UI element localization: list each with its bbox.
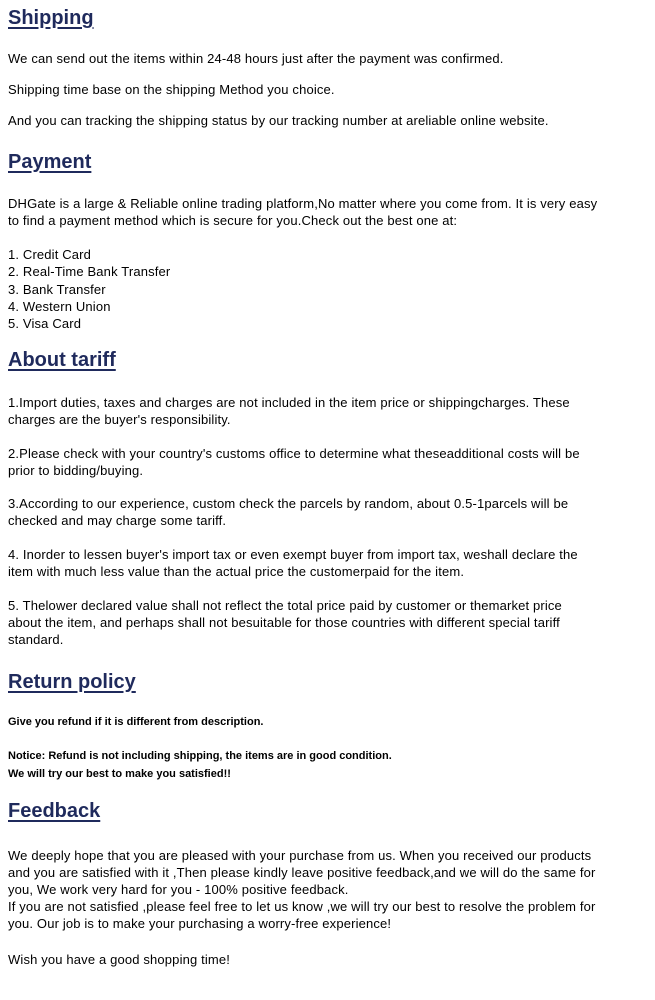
- tariff-item-1-line-1: 1.Import duties, taxes and charges are not included in the item price or shippingcharges. These: [8, 395, 570, 410]
- feedback-line-1: We deeply hope that you are pleased with your purchase from us. When you received our products: [8, 848, 592, 863]
- tariff-item-3-line-2: checked and may charge some tariff.: [8, 513, 227, 528]
- payment-method-1: 1. Credit Card: [8, 247, 92, 262]
- feedback-line-5: you. Our job is to make your purchasing a worry-free experience!: [8, 916, 392, 931]
- tariff-item-4-line-1: 4. Inorder to lessen buyer's import tax or even exempt buyer from import tax, weshall declare the: [8, 547, 578, 562]
- tariff-item-5-line-3: standard.: [8, 632, 64, 647]
- payment-heading: Payment: [8, 151, 92, 173]
- payment-intro-line-1: DHGate is a large & Reliable online trading platform,No matter where you come from. It is very easy: [8, 196, 598, 211]
- payment-intro-line-2: to find a payment method which is secure for you.Check out the best one at:: [8, 213, 458, 228]
- shipping-paragraph-3: And you can tracking the shipping status by our tracking number at areliable online website.: [8, 113, 549, 128]
- feedback-line-2: and you are satisfied with it ,Then please kindly leave positive feedback,and we will do the same for: [8, 865, 596, 880]
- return-policy-line-3: We will try our best to make you satisfied!!: [8, 768, 231, 780]
- shipping-paragraph-2: Shipping time base on the shipping Method you choice.: [8, 82, 335, 97]
- feedback-heading: Feedback: [8, 800, 101, 822]
- feedback-line-4: If you are not satisfied ,please feel free to let us know ,we will try our best to resolve the problem for: [8, 899, 596, 914]
- feedback-line-3: you, We work very hard for you - 100% positive feedback.: [8, 882, 349, 897]
- payment-method-2: 2. Real-Time Bank Transfer: [8, 264, 171, 279]
- return-policy-line-2: Notice: Refund is not including shipping, the items are in good condition.: [8, 750, 392, 762]
- payment-method-4: 4. Western Union: [8, 299, 111, 314]
- feedback-closing: Wish you have a good shopping time!: [8, 952, 231, 967]
- tariff-item-4-line-2: item with much less value than the actual price the customerpaid for the item.: [8, 564, 465, 579]
- shipping-paragraph-1: We can send out the items within 24-48 hours just after the payment was confirmed.: [8, 51, 504, 66]
- tariff-item-3-line-1: 3.According to our experience, custom check the parcels by random, about 0.5-1parcels will be: [8, 496, 569, 511]
- shipping-heading: Shipping: [8, 7, 94, 29]
- tariff-item-2-line-2: prior to bidding/buying.: [8, 463, 144, 478]
- return-policy-heading: Return policy: [8, 671, 136, 693]
- tariff-item-5-line-1: 5. Thelower declared value shall not reflect the total price paid by customer or themarket price: [8, 598, 562, 613]
- payment-method-3: 3. Bank Transfer: [8, 282, 106, 297]
- tariff-item-1-line-2: charges are the buyer's responsibility.: [8, 412, 231, 427]
- tariff-item-5-line-2: about the item, and perhaps shall not besuitable for those countries with different special tariff: [8, 615, 560, 630]
- payment-method-5: 5. Visa Card: [8, 316, 82, 331]
- tariff-heading: About tariff: [8, 349, 116, 371]
- tariff-item-2-line-1: 2.Please check with your country's customs office to determine what theseadditional costs will be: [8, 446, 580, 461]
- return-policy-line-1: Give you refund if it is different from description.: [8, 716, 264, 728]
